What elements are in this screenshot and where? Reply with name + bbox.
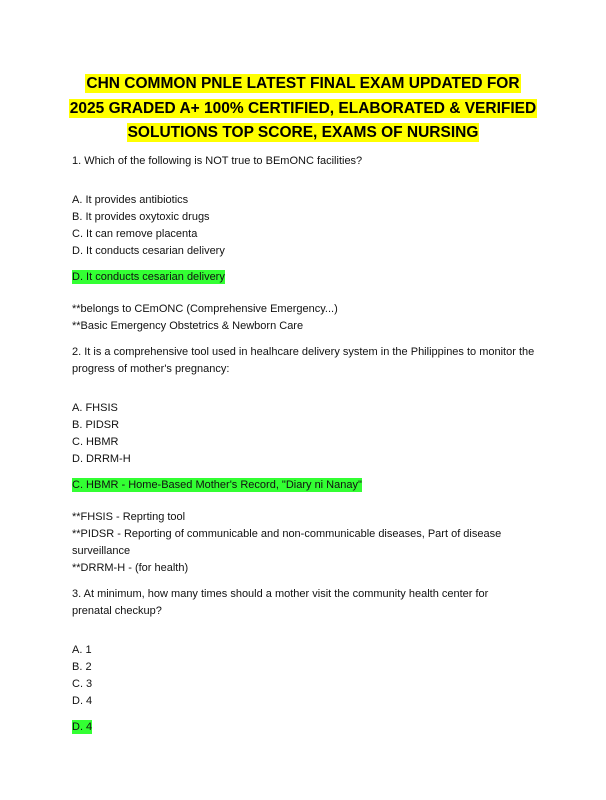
question-block-1: [72, 153, 542, 335]
question-1-answer: [72, 269, 542, 286]
question-2-option-c: C. HBMR: [72, 436, 119, 448]
question-2-text-line-2: progress of mother's pregnancy:: [72, 363, 230, 375]
question-2-option-d: D. DRRM-H: [72, 453, 131, 465]
question-1-option-b: B. It provides oxytoxic drugs: [72, 211, 210, 223]
question-2-text-line-1: 2. It is a comprehensive tool used in healhcare delivery system in the Philippines to monitor the: [72, 346, 535, 358]
question-3-text-line-1: 3. At minimum, how many times should a mother visit the community health center for: [72, 588, 489, 600]
question-2-note-1: **FHSIS - Reprting tool: [72, 511, 186, 523]
question-2-note-4: **DRRM-H - (for health): [72, 562, 189, 574]
question-3-option-d: D. 4: [72, 695, 93, 707]
question-block-3: [72, 586, 542, 736]
question-3-option-c: C. 3: [72, 678, 93, 690]
question-2-note-2: **PIDSR - Reporting of communicable and non-communicable diseases, Part of disease: [72, 528, 502, 540]
question-3-option-a: A. 1: [72, 644, 92, 656]
title-line-3: SOLUTIONS TOP SCORE, EXAMS OF NURSING: [127, 124, 479, 141]
question-2-option-b: B. PIDSR: [72, 419, 120, 431]
question-2-option-a: A. FHSIS: [72, 402, 118, 414]
question-1-note-2: **Basic Emergency Obstetrics & Newborn Care: [72, 320, 304, 332]
question-block-2: [72, 344, 542, 577]
title-line-1: CHN COMMON PNLE LATEST FINAL EXAM UPDATED FOR: [86, 75, 520, 92]
question-1-option-d: D. It conducts cesarian delivery: [72, 245, 225, 257]
question-2-answer: [72, 477, 542, 494]
document-title: [30, 72, 576, 146]
question-1-option-a: A. It provides antibiotics: [72, 194, 189, 206]
question-3-answer: [72, 719, 542, 736]
question-1-option-c: C. It can remove placenta: [72, 228, 198, 240]
document-content: [72, 153, 542, 736]
question-1-note-1: **belongs to CEmONC (Comprehensive Emergency...): [72, 303, 338, 315]
question-3-text-line-2: prenatal checkup?: [72, 605, 162, 617]
question-1-text: 1. Which of the following is NOT true to BEmONC facilities?: [72, 155, 363, 167]
question-2-note-3: surveillance: [72, 545, 131, 557]
question-3-option-b: B. 2: [72, 661, 92, 673]
title-line-2: 2025 GRADED A+ 100% CERTIFIED, ELABORATED & VERIFIED: [69, 99, 537, 117]
question-1-answer-text: D. It conducts cesarian delivery: [72, 271, 225, 283]
question-3-answer-text: D. 4: [72, 721, 93, 733]
question-2-answer-text: C. HBMR - Home-Based Mother's Record, "Diary ni Nanay": [72, 479, 362, 491]
